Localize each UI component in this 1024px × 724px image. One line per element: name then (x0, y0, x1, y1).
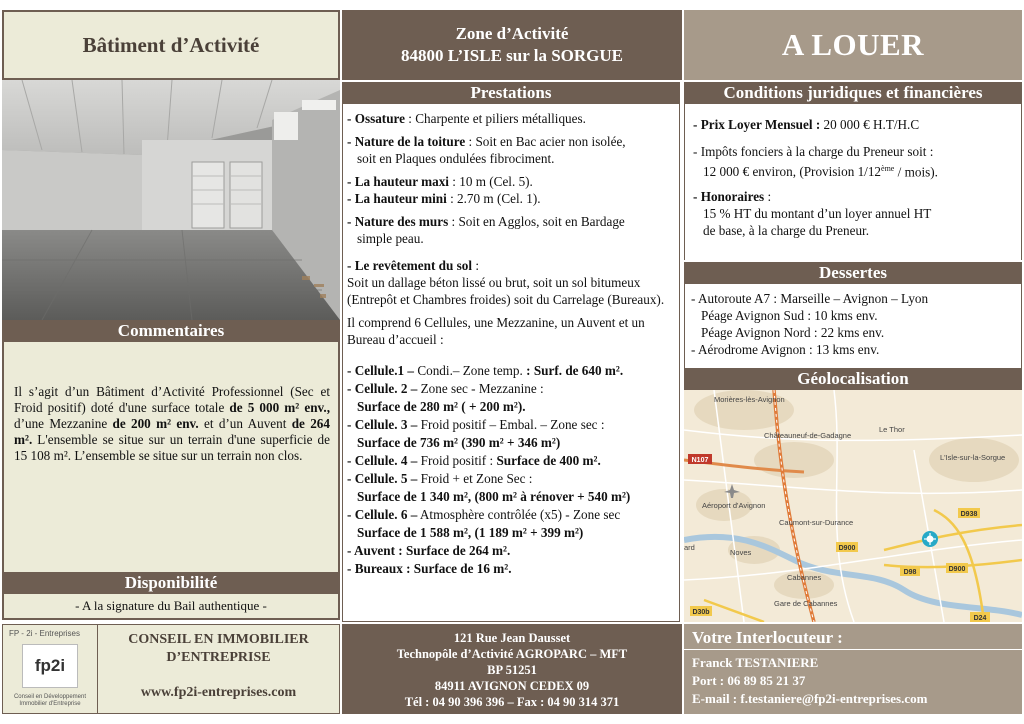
logo-bottom-line-1: Conseil en Développement (13, 694, 87, 700)
address-phone-fax: Tél : 04 90 396 396 – Fax : 04 90 314 371 (404, 695, 620, 709)
cellule-1-label: - Cellule.1 – (347, 363, 415, 378)
conseil-line-1: CONSEIL EN IMMOBILIER (128, 632, 309, 647)
cellule-6-surface-line (347, 524, 675, 542)
comment-surface: de 5 000 m² env., (229, 400, 330, 415)
cellule-2-label: - Cellule. 2 – (347, 381, 418, 396)
conditions-heading-text: Conditions juridiques et financières (723, 83, 983, 102)
geolocalisation-heading-text: Géolocalisation (797, 369, 909, 388)
disponibilite-text: - A la signature du Bail authentique - (75, 598, 267, 613)
contact-title: Votre Interlocuteur : (684, 624, 1022, 650)
comprend-text: Il comprend 6 Cellules, une Mezzanine, un Auvent et un Bureau d’accueil : (347, 315, 645, 347)
building-type-title (2, 10, 340, 80)
map-label-n107: N107 (691, 457, 709, 464)
sol-item (347, 257, 675, 308)
disponibilite-body (2, 594, 340, 620)
dessertes-body (684, 284, 1022, 368)
murs-item (347, 213, 675, 247)
location-header (342, 10, 682, 80)
cellule-1-surface: : Surf. de 640 m². (526, 363, 624, 378)
honoraires-item (693, 188, 1015, 239)
honoraires-colon: : (764, 189, 772, 205)
commentaires-body (2, 342, 340, 572)
contact-name: Franck TESTANIERE (692, 655, 819, 670)
logo-top-text: FP - 2i - Entreprises (9, 629, 80, 638)
geolocalisation-heading (684, 368, 1022, 390)
zone-label: Zone d’Activité (455, 24, 569, 43)
sol-text: Soit un dallage béton lissé ou brut, soit un sol bitumeux (Entrepôt et Chambres froides) soit du Carrelage (Bureaux). (347, 275, 665, 307)
honoraires-label: - Honoraires (693, 189, 765, 205)
cellule-2 (347, 380, 675, 398)
map-label-aeroport: Aéroport d'Avignon (702, 501, 766, 510)
cellule-6-text: Atmosphère contrôlée (x5) - Zone sec (417, 507, 621, 522)
cellule-3-label: - Cellule. 3 – (347, 417, 418, 432)
location-marker-icon (922, 531, 938, 547)
cellule-2-text: Zone sec - Mezzanine : (417, 381, 544, 396)
cellule-2-surface: Surface de 280 m² ( + 200 m²). (357, 399, 526, 414)
cellule-4-surface: Surface de 400 m². (496, 453, 601, 468)
loyer-item (693, 116, 1015, 133)
map-label-d938: D938 (960, 511, 978, 518)
cellule-5-label: - Cellule. 5 – (347, 471, 418, 486)
cellule-4-label: - Cellule. 4 – (347, 453, 418, 468)
for-rent-text: A LOUER (781, 27, 925, 62)
cellule-2-surface-line (347, 398, 675, 416)
prestations-body (342, 104, 680, 622)
disponibilite-heading (2, 572, 340, 594)
city-label: 84800 L’ISLE sur la SORGUE (400, 46, 623, 65)
logo-bottom-line-2: Immobilier d'Entreprise (19, 701, 81, 707)
hauteur-max-label: - La hauteur maxi (347, 174, 449, 189)
cellule-3 (347, 416, 675, 434)
comment-text-2: d’une Mezzanine (14, 416, 113, 431)
disponibilite-heading-text: Disponibilité (124, 573, 218, 592)
address-street: 121 Rue Jean Dausset (453, 631, 571, 645)
bureaux-text: - Bureaux : Surface de 16 m². (347, 561, 512, 576)
cellule-3-surface: Surface de 736 m² (390 m² + 346 m²) (357, 435, 561, 450)
comment-auvent: de 264 m². (14, 416, 330, 447)
loyer-value: 20 000 € H.T/H.C (820, 117, 920, 132)
murs-text-2: simple peau. (357, 231, 424, 246)
address-block (342, 624, 682, 714)
sol-colon: : (472, 258, 479, 273)
toiture-label: - Nature de la toiture (347, 134, 466, 149)
map-label-caumont: Caumont-sur-Durance (779, 518, 854, 527)
contact-email[interactable]: E-mail : f.testaniere@fp2i-entreprises.com (692, 691, 928, 706)
map-label-isle: L'Isle-sur-la-Sorgue (940, 453, 1006, 462)
murs-text-1: : Soit en Agglos, soit en Bardage (448, 214, 625, 229)
address-city: 84911 AVIGNON CEDEX 09 (434, 679, 590, 693)
cellule-5-surface: Surface de 1 340 m², (800 m² à rénover + 540 m²) (357, 489, 631, 504)
hauteur-items (347, 173, 675, 207)
honoraires-text-2: de base, à la charge du Preneur. (703, 223, 869, 239)
loyer-label: - Prix Loyer Mensuel : (693, 117, 821, 132)
map-label-gare: Gare de Cabannes (774, 599, 838, 608)
map-label-chateauneuf: Châteauneuf-de-Gadagne (764, 431, 852, 440)
website-link[interactable]: www.fp2i-entreprises.com (140, 685, 297, 700)
address-bp: BP 51251 (487, 663, 537, 677)
comment-text-3: et d’un Auvent (198, 416, 292, 431)
map-label-d98: D98 (903, 569, 917, 576)
comment-mezzanine: de 200 m² env. (112, 416, 199, 431)
building-type-text: Bâtiment d’Activité (82, 32, 260, 57)
map-label-morieres: Morières-lès-Avignon (714, 395, 785, 404)
cellule-3-text: Froid positif – Embal. – Zone sec : (417, 417, 605, 432)
conseil-block (98, 624, 340, 714)
dessertes-heading (684, 262, 1022, 284)
cellule-4 (347, 452, 675, 470)
cellule-5-text: Froid + et Zone Sec : (417, 471, 533, 486)
cellule-6-surface: Surface de 1 588 m², (1 189 m² + 399 m²) (357, 525, 584, 540)
prestations-heading-text: Prestations (470, 83, 552, 102)
toiture-text-2: soit en Plaques ondulées fibrociment. (357, 151, 555, 166)
impots-item (693, 143, 1015, 180)
cellule-4-text: Froid positif : (417, 453, 497, 468)
impots-sup: ème (881, 164, 895, 173)
cellule-5 (347, 470, 675, 488)
contact-phone[interactable]: Port : 06 89 85 21 37 (692, 673, 806, 688)
bureaux-item (347, 560, 675, 578)
dessertes-heading-text: Dessertes (819, 263, 887, 282)
impots-text-2: 12 000 € environ, (Provision 1/12 (703, 164, 882, 180)
map-label-d24: D24 (973, 615, 987, 622)
cellule-1 (347, 362, 675, 380)
address-technopole: Technopôle d’Activité AGROPARC – MFT (396, 647, 628, 661)
cellule-5-surface-line (347, 488, 675, 506)
for-rent-banner (684, 10, 1022, 80)
impots-text-1: - Impôts fonciers à la charge du Preneur soit : (693, 144, 934, 159)
sol-label: - Le revêtement du sol (347, 258, 473, 273)
conditions-body (684, 104, 1022, 260)
cellule-1-text: Condi.– Zone temp. (414, 363, 527, 378)
logo-bottom-text (3, 694, 97, 708)
map-label-lethor: Le Thor (879, 425, 905, 434)
conseil-line-2: D’ENTREPRISE (166, 650, 271, 665)
cellule-3-surface-line (347, 434, 675, 452)
map-label-d900b: D900 (948, 566, 966, 573)
comment-text-4: L'ensemble se situe sur un terrain d'une superficie de 15 108 m². L’ensemble se situe sur un terrain non clos. (14, 432, 330, 463)
honoraires-text-1: 15 % HT du montant d’un loyer annuel HT (703, 206, 932, 222)
company-logo-block (2, 624, 98, 714)
map-label-ard: ard (684, 543, 695, 552)
desserte-autoroute: - Autoroute A7 : Marseille – Avignon – Lyon (691, 291, 929, 306)
hauteur-min-label: - La hauteur mini (347, 191, 447, 206)
auvent-item (347, 542, 675, 560)
commentaires-heading (2, 320, 340, 342)
murs-label: - Nature des murs (347, 214, 449, 229)
map-label-cabannes: Cabannes (787, 573, 822, 582)
desserte-peage-nord: Péage Avignon Nord : 22 kms env. (701, 325, 885, 340)
ossature-item (347, 110, 675, 127)
conditions-heading (684, 82, 1022, 104)
comment-text-1: Il s’agit d’un Bâtiment d’Activité Professionnel (Sec et Froid positif) doté d'une surface totale (14, 384, 330, 415)
fp2i-logo-icon (22, 644, 78, 688)
cellule-6 (347, 506, 675, 524)
hauteur-min-text: : 2.70 m (Cel. 1). (446, 191, 541, 206)
map-label-d900a: D900 (838, 545, 856, 552)
map-label-d30b: D30b (692, 609, 710, 616)
auvent-text: - Auvent : Surface de 264 m². (347, 543, 511, 558)
warehouse-interior-image (2, 80, 340, 320)
cellule-6-label: - Cellule. 6 – (347, 507, 418, 522)
toiture-item (347, 133, 675, 167)
hauteur-max-text: : 10 m (Cel. 5). (448, 174, 533, 189)
desserte-aerodrome: - Aérodrome Avignon : 13 kms env. (691, 342, 880, 357)
toiture-text-1: : Soit en Bac acier non isolée, (465, 134, 626, 149)
prestations-heading (342, 82, 680, 104)
warehouse-photo (2, 80, 340, 320)
map-graphic (684, 390, 1022, 622)
contact-block (684, 624, 1022, 714)
logo-mark-text: fp2i (34, 656, 66, 675)
desserte-peage-sud: Péage Avignon Sud : 10 kms env. (701, 308, 878, 323)
commentaires-heading-text: Commentaires (117, 321, 225, 340)
ossature-text: : Charpente et piliers métalliques. (405, 111, 586, 126)
ossature-label: - Ossature (347, 111, 405, 126)
map-label-noves: Noves (730, 548, 752, 557)
contact-details (684, 650, 1022, 708)
location-map[interactable] (684, 390, 1022, 622)
impots-text-3: / mois). (894, 164, 938, 180)
